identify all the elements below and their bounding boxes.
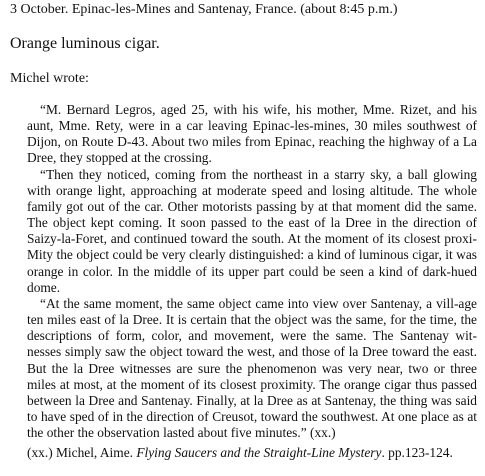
- footnote-suffix: . pp.123-124.: [381, 445, 453, 460]
- quote-paragraph-3: “At the same moment, the same object came into view over Santenay, a vill-age ten miles east of la Dree. It is certain that the object was the same, for the time, the descriptions of form, color, and movement, were the same. The Santenay wit-nesses simply saw the object toward the west, and those of la Dree toward the east. But the la Dree witnesses are sure the phenomenon was very near, two or three miles at most, at the moment of its closest proximity. The orange cigar thus passed between la Dree and Santenay. Finally, at la Dree as at Santenay, the thing was said to have sped of in the direction of Creusot, toward the southwest. At one place as at the other the observation lasted about five minutes.” (xx.): [27, 295, 477, 441]
- quoted-account: [27, 102, 477, 441]
- quote-paragraph-1: “M. Bernard Legros, aged 25, with his wife, his mother, Mme. Rizet, and his aunt, Mme. Rety, were in a car leaving Epinac-les-mines, 30 miles southwest of Dijon, on Route D-43. About two miles from Epinac, reaching the highway of a La Dree, they stopped at the crossing.: [27, 102, 477, 166]
- footnote-citation: [27, 445, 453, 461]
- sighting-title: Orange luminous cigar.: [10, 35, 160, 52]
- footnote-book-title: Flying Saucers and the Straight-Line Mystery: [136, 445, 382, 460]
- date-location-header: 3 October. Epinac-les-Mines and Santenay, France. (about 8:45 p.m.): [10, 2, 398, 17]
- quote-paragraph-2: “Then they noticed, coming from the northeast in a starry sky, a ball glowing with orange light, approaching at moderate speed and losing altitude. The whole family got out of the car. Other motorists passing by at that moment did the same. The object kept coming. It soon passed to the east of la Dree in the direction of Saizy-la-Foret, and continued toward the south. At the moment of its closest proxi-Mity the object could be very clearly distinguished: a kind of luminous cigar, it was orange in color. In the middle of its upper part could be seen a kind of dark-hued dome.: [27, 166, 477, 295]
- intro-line: Michel wrote:: [10, 71, 89, 86]
- footnote-prefix: (xx.) Michel, Aime.: [27, 445, 137, 460]
